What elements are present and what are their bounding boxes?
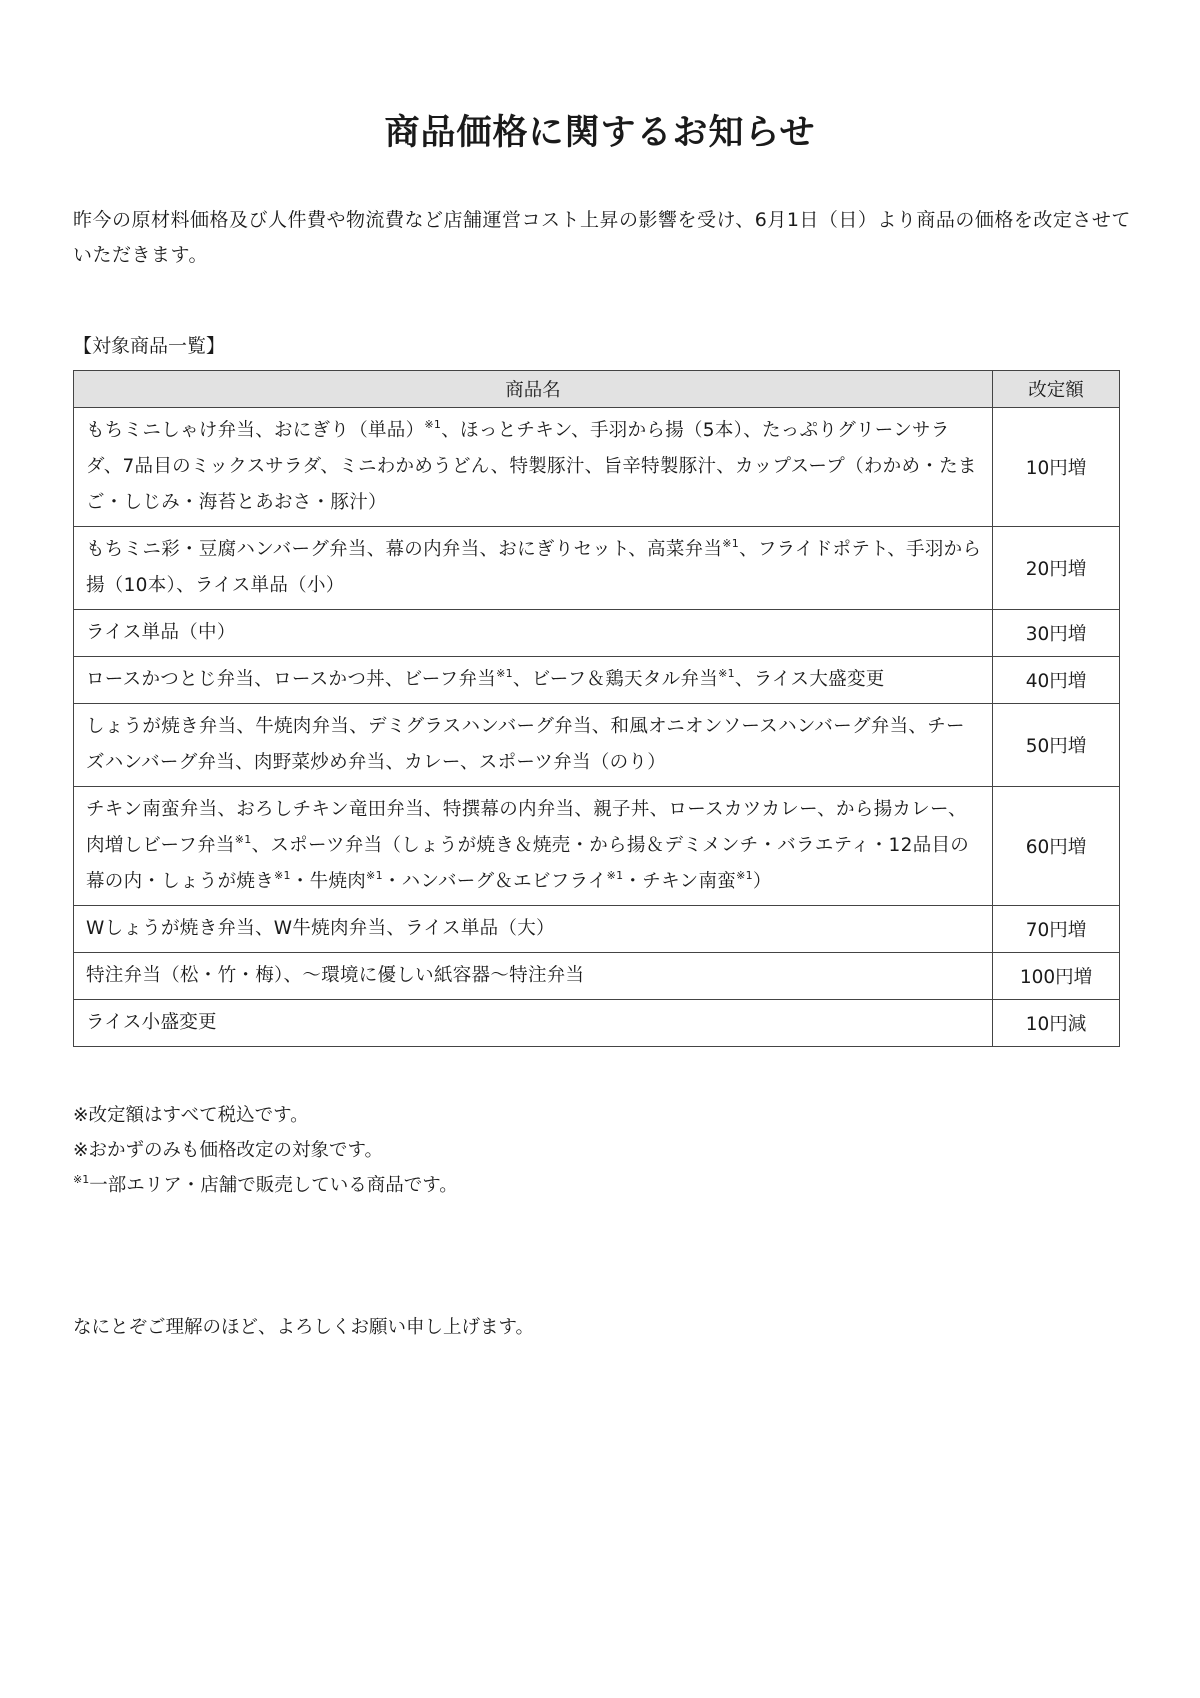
product-names-cell [74,1000,993,1047]
note-mark: ※1 [73,1173,90,1186]
product-names-cell [74,704,993,787]
product-names-cell [74,787,993,906]
notes [73,1098,458,1203]
product-names-text: もちミニ彩・豆腐ハンバーグ弁当、幕の内弁当、おにぎりセット、高菜弁当 [86,539,723,560]
price-change-cell: 100円増 [993,953,1120,1000]
product-names-cell [74,657,993,704]
price-change-cell: 10円増 [993,408,1120,527]
section-label: 【対象商品一覧】 [73,335,226,357]
product-names-text: ・チキン南蛮 [623,871,737,892]
table-row [74,657,1120,704]
page-title: 商品価格に関するお知らせ [384,113,816,154]
closing-message: なにとぞご理解のほど、よろしくお願い申し上げます。 [73,1317,535,1338]
product-names-text: 、ほっとチキン、手羽から揚（5本）、たっぷりグリーンサラダ、7品目のミックスサラダ、ミニわかめうどん、特製豚汁、旨辛特製豚汁、カップスープ（わかめ・たまご・しじみ・海苔とあおさ・豚汁） [86,420,977,513]
table-row [74,787,1120,906]
table-row [74,704,1120,787]
product-names-text: 、ライス大盛変更 [734,669,885,690]
product-names-text: ライス小盛変更 [86,1012,217,1033]
price-change-cell: 10円減 [993,1000,1120,1047]
product-names-text: ロースかつとじ弁当、ロースかつ丼、ビーフ弁当 [86,669,497,690]
product-names-text: しょうが焼き弁当、牛焼肉弁当、デミグラスハンバーグ弁当、和風オニオンソースハンバーグ弁当、チーズハンバーグ弁当、肉野菜炒め弁当、カレー、スポーツ弁当（のり） [86,716,965,773]
product-names-text: 、スポーツ弁当（しょうが焼き＆焼売・から揚＆デミメンチ・バラエティ・12品目の幕の内・しょうが焼き [86,835,970,892]
product-names-cell [74,408,993,527]
table-row [74,527,1120,610]
product-names-text: ） [752,871,772,892]
price-change-cell: 60円増 [993,787,1120,906]
footnote-mark: ※1 [274,869,291,882]
header-amount: 改定額 [993,371,1120,408]
product-names-text: ・牛焼肉 [290,871,367,892]
table-row [74,906,1120,953]
footnote-mark: ※1 [606,869,624,882]
table-body [74,408,1120,1047]
product-names-cell [74,953,993,1000]
footnote-mark: ※1 [424,418,442,431]
price-change-cell: 50円増 [993,704,1120,787]
note-regional-text: 一部エリア・店舗で販売している商品です。 [89,1175,458,1196]
product-names-cell [74,906,993,953]
product-names-text: ・ハンバーグ＆エビフライ [382,871,607,892]
note-tax: ※改定額はすべて税込です。 [73,1105,309,1126]
intro-paragraph: 昨今の原材料価格及び人件費や物流費など店舗運営コスト上昇の影響を受け、6月1日（日）より商品の価格を改定させていただきます。 [73,209,1131,266]
price-table [73,370,1120,1047]
product-names-text: ライス単品（中） [86,622,236,643]
product-names-text: 、フライドポテト、手羽から揚（10本）、ライス単品（小） [86,539,982,596]
product-names-text: 、ビーフ＆鶏天タル弁当 [512,669,719,690]
price-change-cell: 20円増 [993,527,1120,610]
product-names-text: チキン南蛮弁当、おろしチキン竜田弁当、特撰幕の内弁当、親子丼、ロースカツカレー、から揚カレー、肉増しビーフ弁当 [86,799,967,856]
price-change-cell: 40円増 [993,657,1120,704]
product-names-cell [74,527,993,610]
footnote-mark: ※1 [496,667,513,680]
footnote-mark: ※1 [722,537,740,550]
note-regional [73,1168,458,1203]
table-row [74,408,1120,527]
header-product: 商品名 [74,371,993,408]
product-names-text: Wしょうが焼き弁当、W牛焼肉弁当、ライス単品（大） [86,918,555,939]
product-names-text: 特注弁当（松・竹・梅）、～環境に優しい紙容器～特注弁当 [86,965,585,986]
table-row [74,1000,1120,1047]
product-names-text: もちミニしゃけ弁当、おにぎり（単品） [86,420,425,441]
table-header-row [74,371,1120,408]
price-change-cell: 30円増 [993,610,1120,657]
footnote-mark: ※1 [366,869,383,882]
table-row [74,953,1120,1000]
price-change-cell: 70円増 [993,906,1120,953]
footnote-mark: ※1 [736,869,753,882]
note-side-dish: ※おかずのみも価格改定の対象です。 [73,1140,384,1161]
footnote-mark: ※1 [718,667,735,680]
product-names-cell [74,610,993,657]
table-row [74,610,1120,657]
footnote-mark: ※1 [234,833,252,846]
